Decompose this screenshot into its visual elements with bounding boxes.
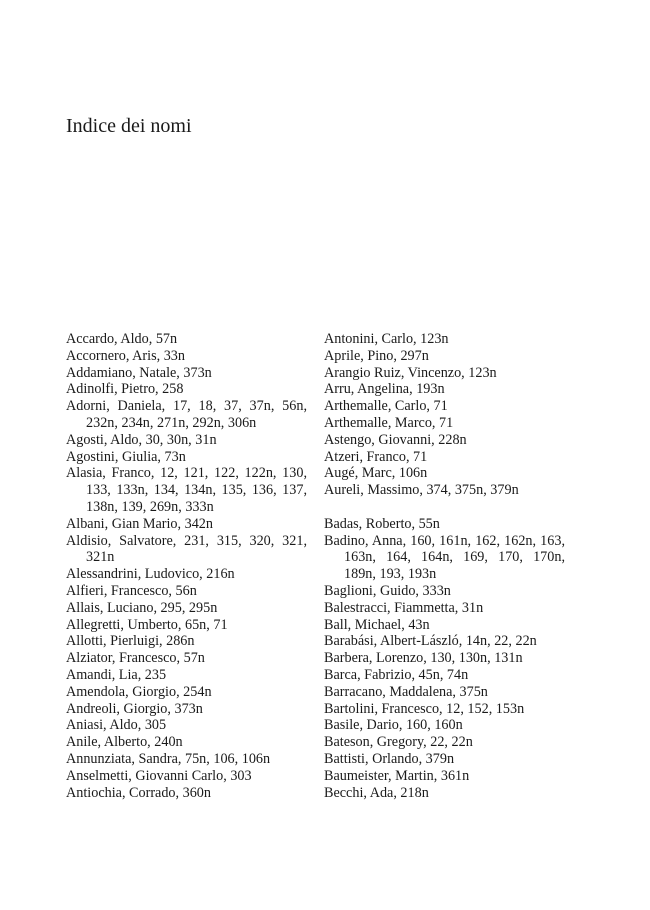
- index-entry: Allais, Luciano, 295, 295n: [66, 599, 218, 616]
- index-entry: Adorni, Daniela, 17, 18, 37, 37n, 56n, 232n, 234n, 271n, 292n, 306n: [66, 398, 307, 431]
- index-entry: Alfieri, Francesco, 56n: [66, 582, 197, 599]
- index-entry: Bateson, Gregory, 22, 22n: [324, 734, 473, 751]
- page-title: Indice dei nomi: [66, 115, 192, 137]
- index-entry: Aureli, Massimo, 374, 375n, 379n: [324, 482, 519, 499]
- index-entry: Anselmetti, Giovanni Carlo, 303: [66, 767, 252, 784]
- index-entry: Aldisio, Salvatore, 231, 315, 320, 321, 321n: [66, 532, 307, 566]
- index-entry: Antonini, Carlo, 123n: [324, 331, 449, 347]
- index-entry: Allegretti, Umberto, 65n, 71: [66, 616, 228, 633]
- index-entry: Aniasi, Aldo, 305: [66, 717, 167, 734]
- index-entry: Barabási, Albert-László, 14n, 22, 22n: [324, 633, 537, 650]
- index-entry: Baumeister, Martin, 361n: [324, 767, 470, 784]
- index-entry: Agosti, Aldo, 30, 30n, 31n: [66, 431, 217, 448]
- index-entry: Adinolfi, Pietro, 258: [66, 381, 184, 398]
- index-entry: Aprile, Pino, 297n: [324, 347, 429, 364]
- index-entry: Bartolini, Francesco, 12, 152, 153n: [324, 700, 525, 717]
- index-entry: Anile, Alberto, 240n: [66, 734, 183, 751]
- index-entry: Andreoli, Giorgio, 373n: [66, 700, 203, 717]
- index-entry: Amendola, Giorgio, 254n: [66, 683, 212, 700]
- index-entry: Baglioni, Guido, 333n: [324, 582, 451, 599]
- index-entry: Alziator, Francesco, 57n: [66, 650, 205, 667]
- index-entry: Alasia, Franco, 12, 121, 122, 122n, 130, 133, 133n, 134, 134n, 135, 136, 137, 138n, 139, 269n, 333n: [66, 465, 307, 515]
- index-entry: Barca, Fabrizio, 45n, 74n: [324, 666, 469, 683]
- index-entry: Becchi, Ada, 218n: [324, 784, 429, 801]
- index-entry: Alessandrini, Ludovico, 216n: [66, 566, 235, 583]
- index-entry: Basile, Dario, 160, 160n: [324, 717, 463, 734]
- index-entry: Agostini, Giulia, 73n: [66, 448, 186, 465]
- index-entry: Badas, Roberto, 55n: [324, 515, 440, 532]
- index-entry: Addamiano, Natale, 373n: [66, 364, 212, 381]
- index-entry: Ball, Michael, 43n: [324, 616, 430, 633]
- index-entry: Astengo, Giovanni, 228n: [324, 431, 467, 448]
- index-entry: Amandi, Lia, 235: [66, 666, 167, 683]
- index-entry: Balestracci, Fiammetta, 31n: [324, 599, 484, 616]
- index-entry: Accornero, Aris, 33n: [66, 347, 185, 364]
- index-entry: Arangio Ruiz, Vincenzo, 123n: [324, 364, 497, 381]
- index-entry: Barbera, Lorenzo, 130, 130n, 131n: [324, 650, 523, 667]
- index-column-right: [324, 331, 565, 801]
- index-entry: Arthemalle, Carlo, 71: [324, 398, 448, 415]
- index-entry: Arru, Angelina, 193n: [324, 381, 445, 398]
- index-entry: Augé, Marc, 106n: [324, 465, 428, 482]
- index-entry: Accardo, Aldo, 57n: [66, 331, 178, 347]
- index-entry: Albani, Gian Mario, 342n: [66, 515, 213, 532]
- index-entry: Annunziata, Sandra, 75n, 106, 106n: [66, 750, 271, 767]
- index-entry: Arthemalle, Marco, 71: [324, 414, 454, 431]
- index-entry: Antiochia, Corrado, 360n: [66, 784, 211, 801]
- index-entry: Barracano, Maddalena, 375n: [324, 683, 488, 700]
- index-entry: Atzeri, Franco, 71: [324, 448, 428, 465]
- index-column-left: [66, 331, 307, 801]
- index-entry: Allotti, Pierluigi, 286n: [66, 633, 195, 650]
- index-entry: Badino, Anna, 160, 161n, 162, 162n, 163, 163n, 164, 164n, 169, 170, 170n, 189n, 193, 193n: [324, 532, 565, 583]
- index-entry: Battisti, Orlando, 379n: [324, 750, 455, 767]
